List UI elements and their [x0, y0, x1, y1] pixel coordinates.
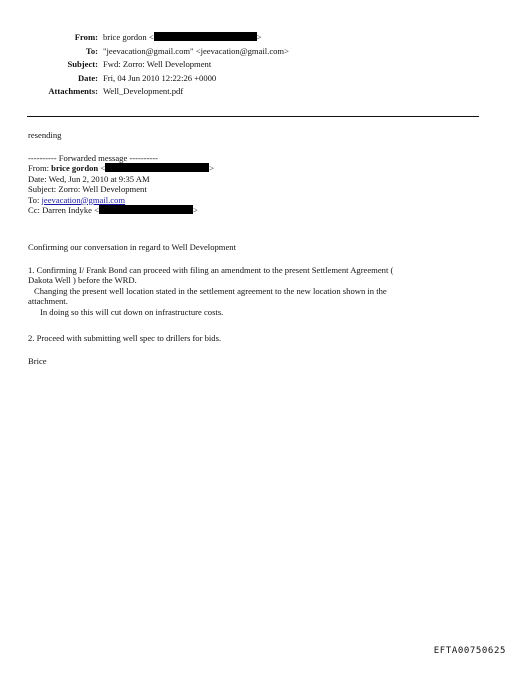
fwd-from-open: <	[100, 163, 106, 174]
forwarded-block	[28, 153, 468, 215]
redaction-box	[105, 163, 209, 172]
header-date-row	[0, 73, 512, 87]
paragraph-confirming: Confirming our conversation in regard to Well Development	[28, 242, 236, 252]
fwd-to-line	[28, 195, 468, 205]
header-to-row	[0, 46, 512, 60]
redaction-box	[99, 205, 193, 214]
item-1-line-3: Changing the present well location stated in the settlement agreement to the new location shown in the	[34, 285, 387, 296]
to-label: To:	[85, 45, 98, 56]
fwd-cc-line	[28, 205, 468, 215]
paragraph-item-1	[28, 265, 468, 317]
email-header	[0, 32, 512, 100]
header-subject-row	[0, 59, 512, 73]
to-value: "jeevacation@gmail.com" <jeevacation@gmail.com>	[103, 45, 289, 56]
date-value: Fri, 04 Jun 2010 12:22:26 +0000	[103, 72, 217, 83]
fwd-date-line: Date: Wed, Jun 2, 2010 at 9:35 AM	[28, 173, 150, 184]
fwd-from-name: brice gordon	[51, 163, 99, 174]
from-value	[103, 32, 262, 42]
header-divider	[27, 116, 479, 117]
bates-number: EFTA00750625	[433, 645, 506, 656]
subject-label: Subject:	[67, 59, 98, 70]
item-1-line-5: In doing so this will cut down on infrastructure costs.	[40, 306, 224, 317]
fwd-from-label: From:	[28, 163, 50, 174]
from-name: brice gordon <	[103, 32, 154, 42]
signature: Brice	[28, 356, 47, 366]
fwd-to-email-link[interactable]: jeevacation@gmail.com	[41, 194, 126, 205]
header-from-row	[0, 32, 512, 46]
fwd-from-close: >	[209, 163, 215, 174]
paragraph-item-2: 2. Proceed with submitting well spec to drillers for bids.	[28, 333, 222, 343]
fwd-cc-close: >	[192, 205, 198, 216]
fwd-cc-text: Cc: Darren Indyke <	[28, 205, 99, 216]
fwd-from-line	[28, 163, 468, 173]
item-1-line-2: Dakota Well ) before the WRD.	[28, 275, 137, 286]
forwarded-marker: ---------- Forwarded message ----------	[28, 153, 159, 163]
fwd-to-label: To:	[28, 194, 40, 205]
from-close: >	[256, 32, 262, 42]
attachments-label: Attachments:	[48, 86, 98, 97]
from-label: From:	[74, 32, 98, 42]
redaction-box	[154, 32, 257, 41]
attachments-value: Well_Development.pdf	[103, 86, 184, 97]
item-1-line-4: attachment.	[28, 296, 68, 307]
intro-text: resending	[28, 130, 62, 140]
header-attachments-row	[0, 86, 512, 100]
date-label: Date:	[77, 72, 98, 83]
item-1-line-1: 1. Confirming I/ Frank Bond can proceed with filing an amendment to the present Settlement Agreement (	[28, 265, 394, 275]
fwd-subject-line: Subject: Zorro: Well Development	[28, 184, 147, 195]
subject-value: Fwd: Zorro: Well Development	[103, 59, 212, 70]
